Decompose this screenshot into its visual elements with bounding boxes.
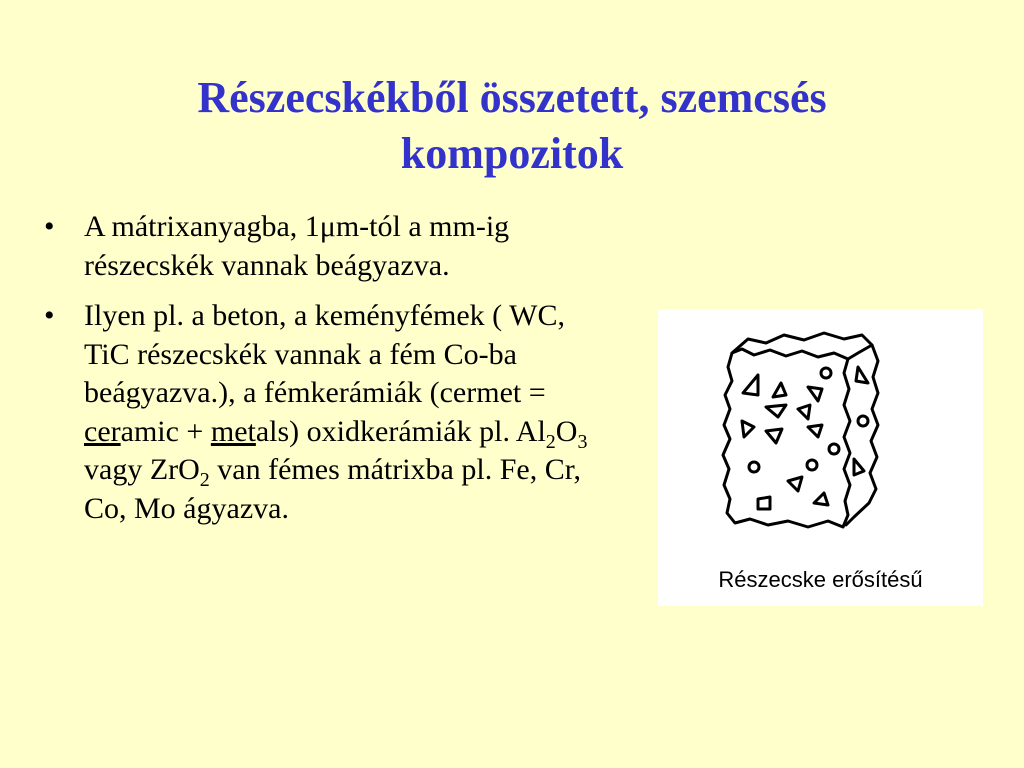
bullet-text-matrix: A mátrixanyagba, 1μm-tól a mm-ig részecskék vannak beágyazva. bbox=[84, 210, 510, 282]
bullet-text-part3: vagy ZrO bbox=[84, 453, 200, 486]
particle-block-drawing bbox=[658, 309, 983, 564]
particle-circle bbox=[829, 444, 839, 454]
slide-title-line2: kompozitok bbox=[400, 129, 624, 178]
figure-caption: Részecske erősítésű bbox=[718, 567, 923, 592]
particle-triangle bbox=[758, 497, 770, 509]
slide-title bbox=[60, 70, 964, 182]
particle-triangle bbox=[808, 425, 822, 437]
bullet-icon: • bbox=[44, 210, 55, 243]
particle-triangle bbox=[814, 493, 828, 505]
particle-composite-figure bbox=[658, 309, 983, 606]
particle-triangle bbox=[854, 459, 864, 475]
bullet-item-matrix bbox=[44, 208, 614, 285]
bullet-icon: • bbox=[44, 299, 55, 332]
particle-circle bbox=[807, 460, 817, 470]
particle-triangle bbox=[856, 367, 868, 383]
subscript-zr: 2 bbox=[199, 469, 210, 491]
underlined-cer: cer bbox=[84, 414, 121, 448]
underlined-met: met bbox=[210, 414, 256, 448]
particle-triangle bbox=[788, 477, 802, 491]
subscript-al: 2 bbox=[545, 430, 556, 453]
bullet-text-part1: Ilyen pl. a beton, a keményfémek ( WC, TiC részecskék vannak a fém Co-ba beágyazva.), a fémkerámiák (cermet = bbox=[84, 299, 565, 409]
bullet-text-part2: als) oxidkerámiák pl. Al bbox=[255, 414, 546, 448]
particle-triangle bbox=[766, 429, 782, 443]
particle-triangle bbox=[773, 383, 786, 397]
bullet-text-part4: van fémes mátrixba pl. Fe, Cr, Co, Mo ágyazva. bbox=[84, 453, 582, 525]
particle-triangle bbox=[742, 421, 754, 437]
bullet-text-amic: amic + bbox=[120, 414, 211, 448]
slide-title-line1: Részecskékből összetett, szemcsés bbox=[197, 73, 827, 122]
bullet-item-examples bbox=[44, 297, 614, 528]
particle-triangle bbox=[808, 387, 822, 401]
subscript-o: 3 bbox=[577, 430, 588, 453]
bullet-text-o: O bbox=[555, 414, 578, 448]
particle-triangle bbox=[798, 405, 810, 419]
particle-triangle bbox=[766, 405, 786, 417]
particle-circle bbox=[821, 368, 831, 378]
particle-triangle bbox=[743, 375, 758, 395]
particle-circle bbox=[749, 462, 759, 472]
bullet-list bbox=[44, 208, 614, 540]
particle-circle bbox=[858, 416, 868, 426]
